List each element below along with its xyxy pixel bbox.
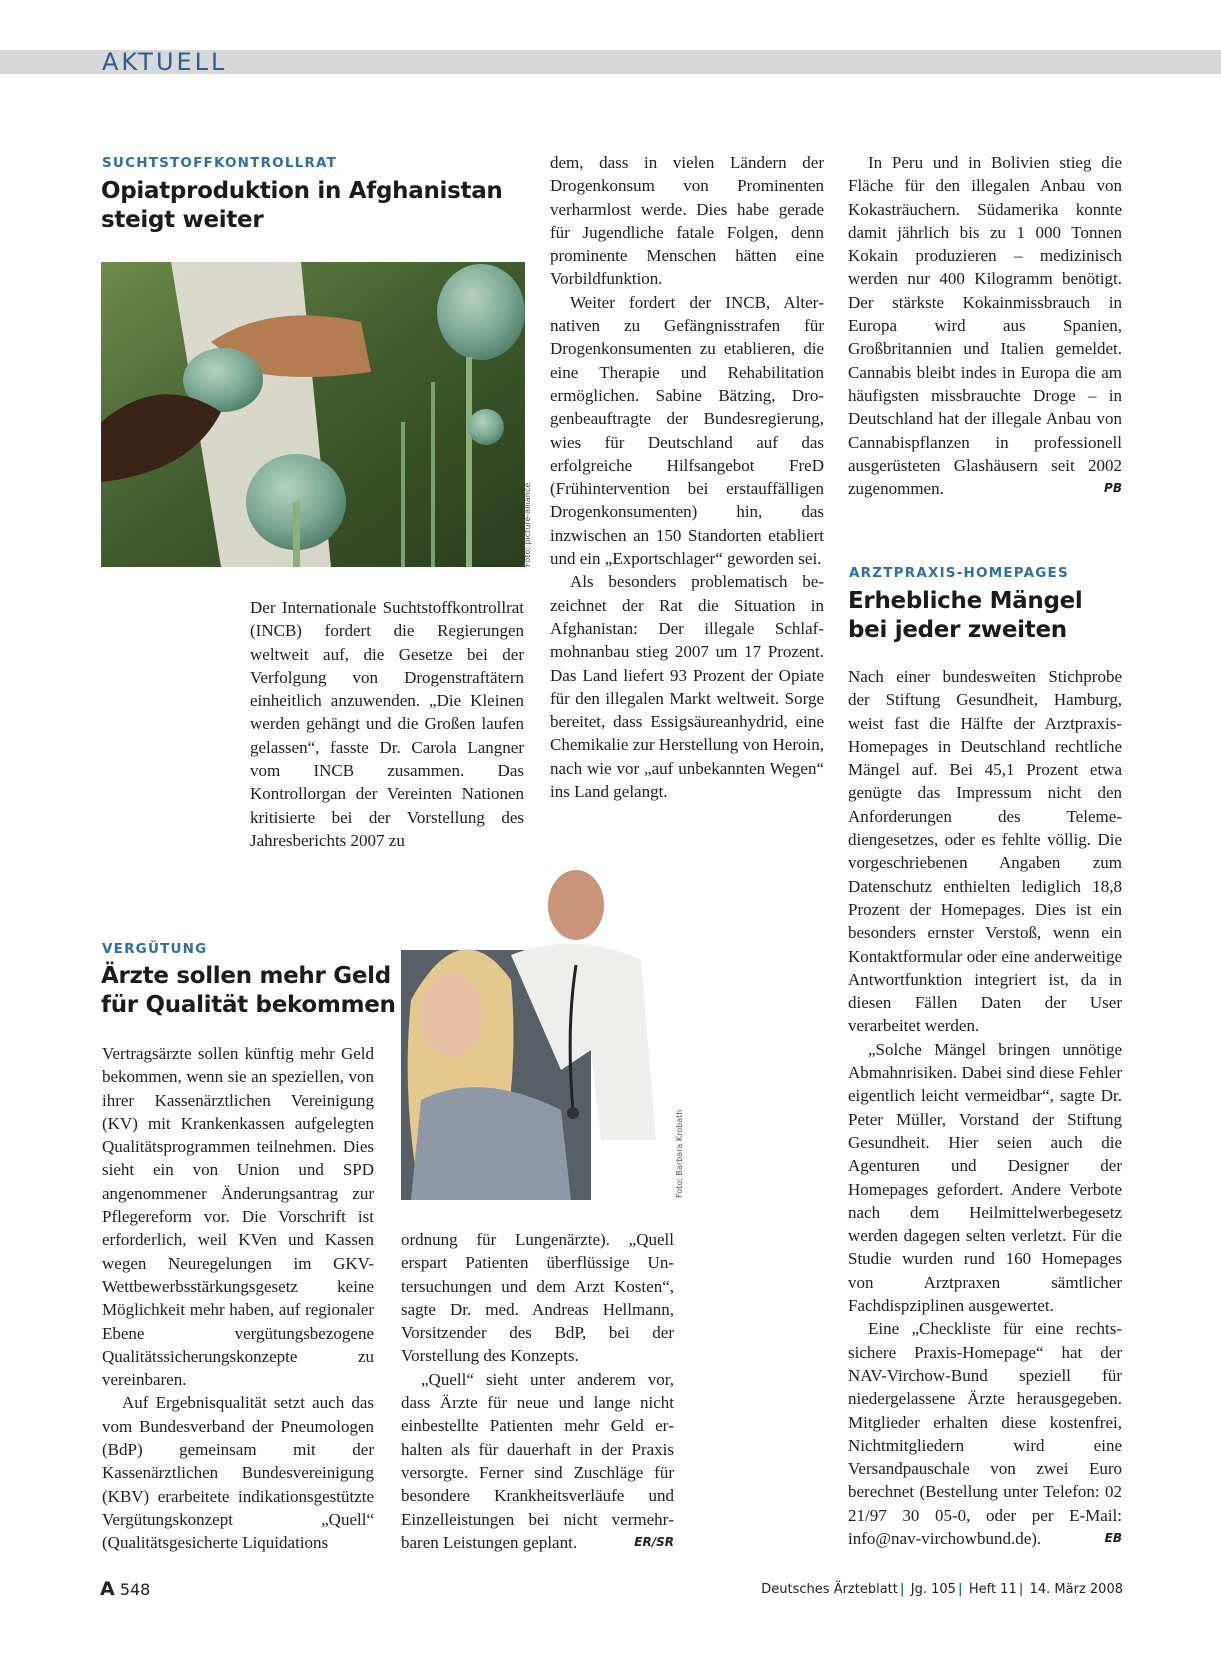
page-number: A 548	[100, 1578, 151, 1600]
paragraph: Als besonders problematisch bezeichnet der Rat die Situation in Afghanistan: Der illegale Schlafmohnanbau stieg 2007 um 17 Prozent. Das Land liefert 93 Prozent der Opiate für den illegalen Markt weltweit. Sorge bereitet, dass Essigsäureanhydrid, eine Chemikalie zur Herstellung von Heroin, nach wie vor „auf unbekannten Wegen“ ins Land gelangt.	[550, 572, 824, 802]
journal-date: 14. März 2008	[1029, 1582, 1123, 1597]
paragraph: „Quell“ sieht unter anderem vor, dass Ärzte für neue und lange nicht einbestellte Patienten mehr Geld erhalten als für dauerhaft in der Praxis versorgte. Ferner sind Zuschläge für besondere Krankheitsverläufe und Einzelleistungen bei nicht vermehrbaren Leistungen geplant. ER/SR	[401, 1368, 674, 1554]
paragraph: ordnung für Lungenärzte). „Quell erspart Patienten überflüssige Untersuchungen und dem Arzt Kosten“, sagte Dr. med. Andreas Hellmann, Vorsitzender des BdP, bei der Vorstellung des Konzepts.	[401, 1230, 674, 1366]
journal-name: Deutsches Ärzteblatt	[761, 1582, 898, 1597]
journal-issue: Heft 11	[968, 1582, 1017, 1597]
article1-photo-credit: Foto: picture-alliance	[523, 482, 532, 567]
article2-column-1	[102, 1042, 374, 1555]
article1-column-1	[250, 596, 524, 852]
article3-kicker: ARZTPRAXIS-HOMEPAGES	[849, 565, 1069, 581]
paragraph: dem, dass in vielen Ländern der Drogenkonsum von Prominenten verharmlost werde. Dies habe gerade für Jugendliche fatale Folgen, denn prominente Menschen hätten eine Vorbildfunktion.	[550, 153, 824, 289]
article1-column-3	[848, 151, 1122, 500]
article1-headline: Opiatproduktion in Afghanistan steigt weiter	[101, 178, 503, 233]
author-signature: EB	[1104, 1530, 1122, 1545]
article1-kicker: SUCHTSTOFFKONTROLLRAT	[102, 155, 338, 171]
paragraph: Vertragsärzte sollen künftig mehr Geld bekommen, wenn sie an speziellen, von ihrer Kassenärztlichen Vereinigung (KV) mit Krankenkassen aufgelegten Qualitätsprogrammen teilnehmen. Dies sieht ein von Union und SPD angenommener Änderungsantrag zur Pflegereform vor. Die Vorschrift ist erforderlich, weil KVen und Kassen wegen Neuregelungen im GKV-Wettbewerbsstärkungsgesetz keine Möglichkeit mehr haben, auf regionaler Ebene vergütungsbezogene Qualitätssicherungskonzepte zu vereinbaren.	[102, 1044, 374, 1390]
article2-photo-credit: Foto: Barbara Krobath	[675, 1109, 684, 1198]
poppy-harvest-photo	[101, 262, 525, 567]
article2-column-2	[401, 1228, 674, 1554]
journal-info: Deutsches Ärzteblatt | Jg. 105 | Heft 11 | 14. März 2008	[761, 1582, 1123, 1597]
article2-kicker: VERGÜTUNG	[102, 941, 208, 957]
doctor-stethoscope-photo	[401, 870, 675, 1200]
paragraph: Eine „Checkliste für eine rechtssichere Praxis-Homepage“ hat der NAV-Virchow-Bund speziell für niedergelassene Ärzte herausgegeben. Mitglieder erhalten diese kostenfrei, Nichtmitgliedern wird eine Versandpauschale von zwei Euro berechnet (Bestellung unter Telefon: 02 21/97 30 05-0, oder per E-Mail: info@nav-virchowbund.de). EB	[848, 1317, 1122, 1550]
paragraph: Weiter fordert der INCB, Alternativen zu Gefängnisstrafen für Drogenkonsumenten zu etablieren, die eine Therapie und Rehabilitation ermöglichen. Sabine Bätzing, Drogenbeauftragte der Bundesregierung, wies für Deutschland auf das erfolgreiche Hilfsangebot FreD (Frühintervention bei erstauffälligen Drogenkonsumenten) hin, das inzwischen an 150 Standorten etabliert und ein „Exportschlager“ geworden sei.	[550, 292, 824, 569]
article1-column-2	[550, 151, 824, 803]
article2-headline: Ärzte sollen mehr Geld für Qualität bekommen	[101, 963, 396, 1018]
paragraph: Der Internationale Suchtstoffkontrollrat (INCB) fordert die Regierungen weltweit auf, die Gesetze bei der Verfolgung von Drogenstraftätern einheitlich anzuwenden. „Die Kleinen werden gehängt und die Großen laufen gelassen“, fasste Dr. Carola Langner vom INCB zusammen. Das Kontrollorgan der Vereinten Nationen kritisierte bei der Vorstellung des Jahresberichts 2007 zu	[250, 598, 524, 850]
article3-headline: Erhebliche Mängel bei jeder zweiten	[848, 588, 1083, 643]
paragraph: In Peru und in Bolivien stieg die Fläche für den illegalen Anbau von Kokasträuchern. Südamerika konnte damit jährlich bis zu 1 000 Tonnen Kokain produzieren – medizinisch werden nur 400 Kilogramm benötigt. Der stärkste Kokainmissbrauch in Europa wird aus Spanien, Großbritannien und Italien gemeldet. Cannabis bleibt indes in Europa die am häufigsten missbrauchte Droge – in Deutschland hat der illegale Anbau von Cannabispflanzen in professionell ausgerüsteten Glashäusern seit 2002 zugenommen. PB	[848, 151, 1122, 500]
section-label: AKTUELL	[102, 48, 228, 76]
paragraph: Nach einer bundesweiten Stichprobe der Stiftung Gesundheit, Hamburg, weist fast die Hälfte der Arztpraxis-Homepages in Deutschland rechtliche Mängel auf. Bei 45,1 Prozent etwa genügte das Impressum nicht den Anforderungen des Telemediengesetzes, oder es fehlte völlig. Die vorgeschriebenen Angaben zum Datenschutz enthielten lediglich 18,8 Prozent der Homepages. Dies ist ein besonders ernster Verstoß, wenn ein Kontaktformular oder eine anderweitige Antwortfunktion integriert ist, da in diesen Fällen Daten der User verarbeitet werden.	[848, 667, 1122, 1036]
author-signature: ER/SR	[634, 1534, 674, 1549]
author-signature: PB	[1104, 481, 1122, 496]
journal-volume: Jg. 105	[910, 1582, 956, 1597]
paragraph: „Solche Mängel bringen unnötige Abmahnrisiken. Dabei sind diese Fehler eigentlich leicht vermeidbar“, sagte Dr. Peter Müller, Vorstand der Stiftung Gesundheit. Hier seien auch die Agenturen und Designer der Homepages gefordert. Andere Verbote nach dem Heilmittelwerbegesetz werden dagegen selten verletzt. Für die Studie wurden rund 160 Homepages von Arztpraxen sämtlicher Fachdispziplinen ausgewertet.	[848, 1039, 1122, 1316]
article3-column	[848, 665, 1122, 1550]
paragraph: Auf Ergebnisqualität setzt auch das vom Bundesverband der Pneumologen (BdP) gemeinsam mit der Kassenärztlichen Bundesvereinigung (KBV) erarbeitete indikationsgestützte Vergütungskonzept „Quell“ (Qualitätsgesicherte Liquidations	[102, 1393, 374, 1553]
